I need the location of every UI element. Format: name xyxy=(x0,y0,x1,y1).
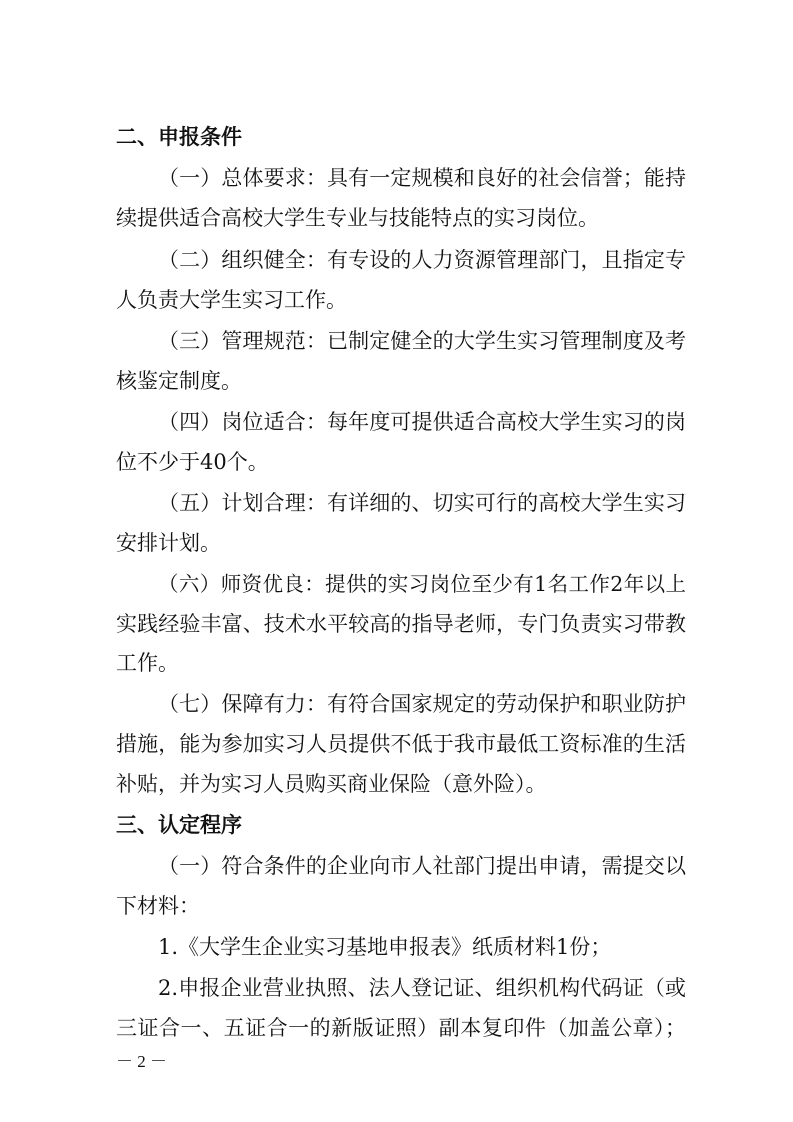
paragraph-line: 三证合一、五证合一的新版证照）副本复印件（加盖公章）； xyxy=(116,1016,686,1040)
paragraph-line: （一）总体要求：具有一定规模和良好的社会信誉；能持 xyxy=(158,166,686,190)
paragraph-line: 安排计划。 xyxy=(116,531,221,555)
paragraph-line: 位不少于40个。 xyxy=(116,450,269,474)
paragraph-line: 补贴，并为实习人员购买商业保险（意外险）。 xyxy=(116,772,547,796)
paragraph-line: 实践经验丰富、技术水平较高的指导老师，专门负责实习带教 xyxy=(116,612,686,636)
paragraph-line: （三）管理规范：已制定健全的大学生实习管理制度及考 xyxy=(158,329,686,353)
section-heading-procedure: 三、认定程序 xyxy=(116,813,242,837)
paragraph-line: 工作。 xyxy=(116,651,179,675)
paragraph-line: 人负责大学生实习工作。 xyxy=(116,288,347,312)
paragraph-line: （四）岗位适合：每年度可提供适合高校大学生实习的岗 xyxy=(158,410,686,434)
paragraph-line: （一）符合条件的企业向市人社部门提出申请，需提交以 xyxy=(158,854,686,878)
paragraph-line: （七）保障有力：有符合国家规定的劳动保护和职业防护 xyxy=(158,692,686,716)
paragraph-line: 核鉴定制度。 xyxy=(116,369,242,393)
paragraph-line: 2.申报企业营业执照、法人登记证、组织机构代码证（或 xyxy=(158,976,686,1000)
paragraph-line: 1.《大学生企业实习基地申报表》纸质材料1份； xyxy=(158,935,612,959)
paragraph-line: （五）计划合理：有详细的、切实可行的高校大学生实习 xyxy=(158,491,686,515)
paragraph-line: 续提供适合高校大学生专业与技能特点的实习岗位。 xyxy=(116,206,599,230)
paragraph-line: （二）组织健全：有专设的人力资源管理部门，且指定专 xyxy=(158,248,686,272)
section-heading-requirements: 二、申报条件 xyxy=(116,125,242,149)
page-number: － 2 － xyxy=(116,1052,167,1071)
paragraph-line: （六）师资优良：提供的实习岗位至少有1名工作2年以上 xyxy=(158,572,686,596)
paragraph-line: 下材料： xyxy=(116,894,200,918)
paragraph-line: 措施，能为参加实习人员提供不低于我市最低工资标准的生活 xyxy=(116,732,686,756)
